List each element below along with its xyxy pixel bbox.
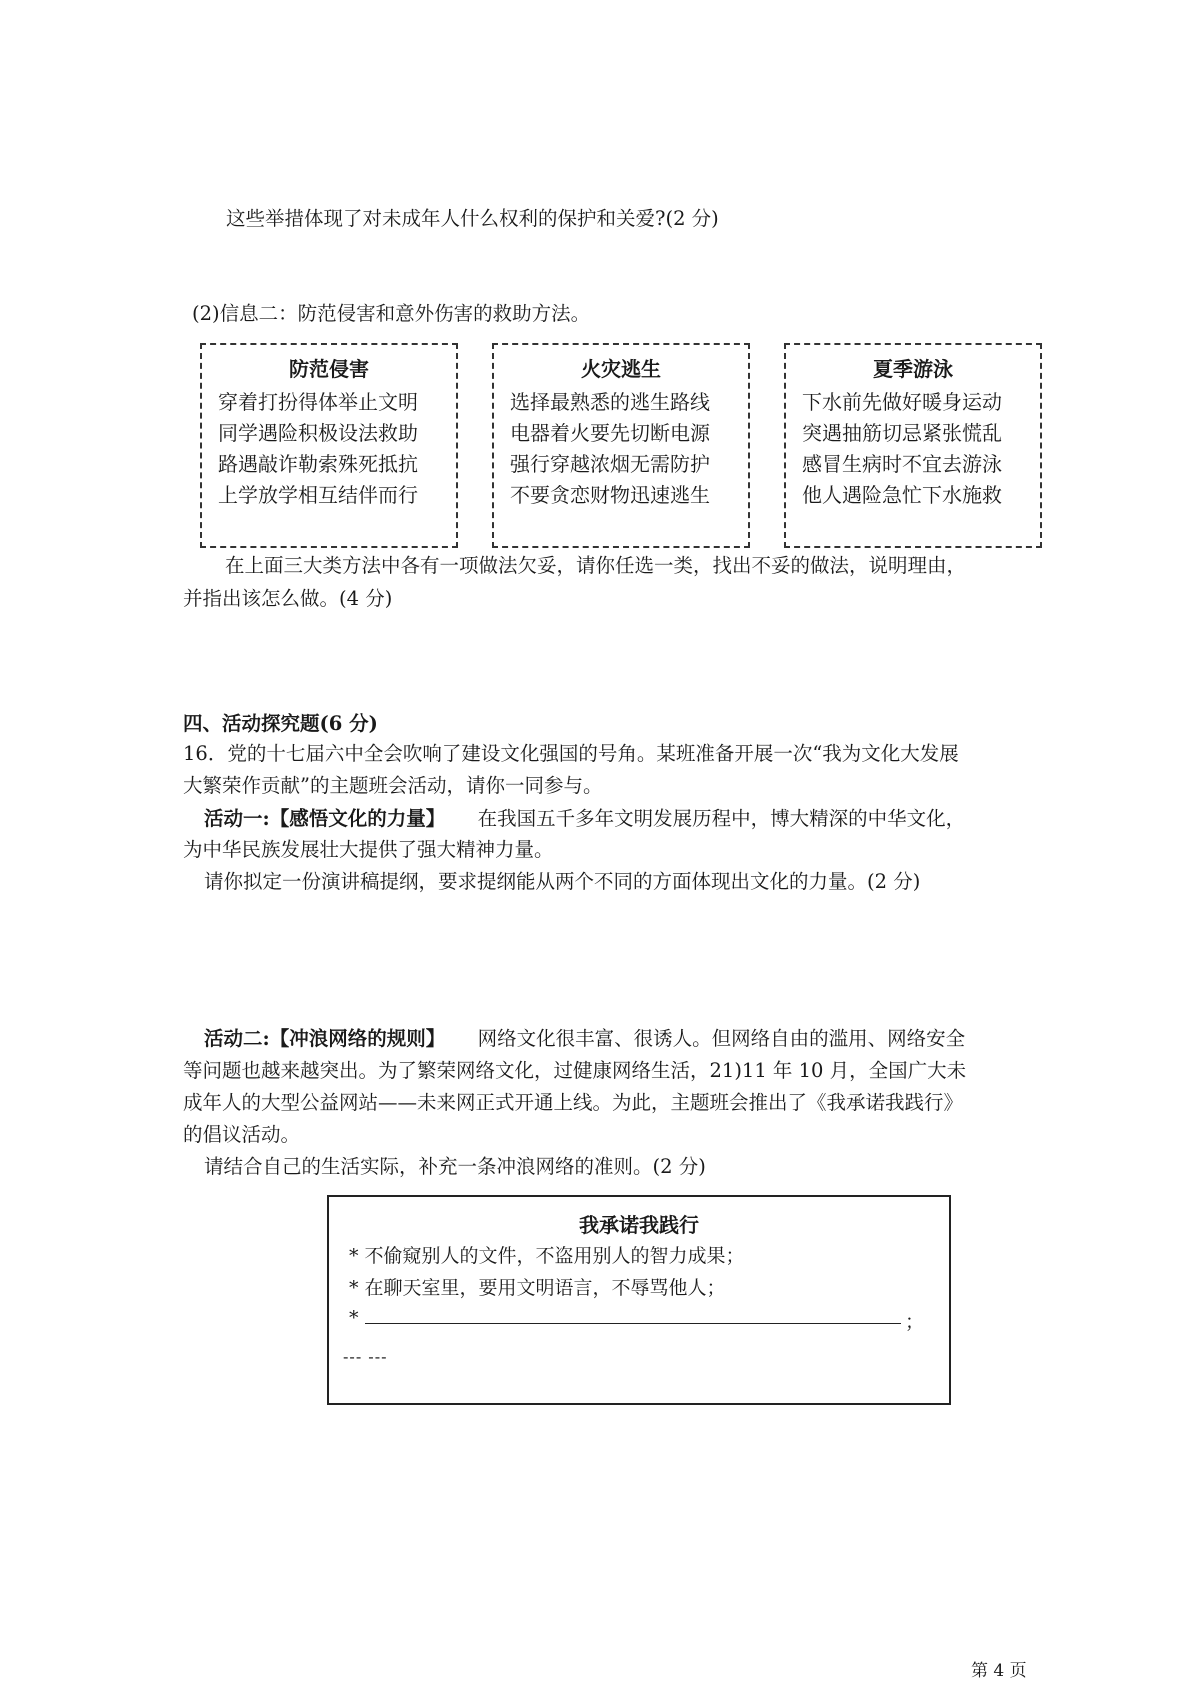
info-two-heading: (2)信息二：防范侵害和意外伤害的救助方法。 (192, 302, 591, 325)
box-line: 感冒生病时不宜去游泳 (802, 452, 1002, 476)
box-line: 下水前先做好暖身运动 (802, 390, 1002, 414)
box-title: 夏季游泳 (873, 357, 953, 381)
pledge-item: * 不偷窥别人的文件，不盗用别人的智力成果； (349, 1245, 745, 1267)
box-line: 电器着火要先切断电源 (510, 421, 710, 445)
question-methods-line1: 在上面三大类方法中各有一项做法欠妥，请你任选一类，找出不妥的做法，说明理由， (225, 554, 967, 577)
box-line: 他人遇险急忙下水施救 (802, 483, 1002, 507)
box-title: 火灾逃生 (581, 357, 661, 381)
pledge-box (327, 1195, 951, 1405)
pledge-ellipsis: --- --- (343, 1347, 388, 1366)
activity-two-line3: 成年人的大型公益网站——未来网正式开通上线。为此，主题班会推出了《我承诺我践行》 (183, 1091, 964, 1114)
box-line: 不要贪恋财物迅速逃生 (510, 483, 710, 507)
section-four-heading: 四、活动探究题(6 分) (183, 712, 378, 735)
q16-line1: 16．党的十七届六中全会吹响了建设文化强国的号角。某班准备开展一次“我为文化大发展 (183, 742, 959, 765)
activity-two-task: 请结合自己的生活实际，补充一条冲浪网络的准则。(2 分) (204, 1155, 706, 1178)
activity-one-task: 请你拟定一份演讲稿提纲，要求提纲能从两个不同的方面体现出文化的力量。(2 分) (204, 870, 921, 893)
page-number: 第 4 页 (971, 1661, 1027, 1681)
pledge-blank-line[interactable] (365, 1323, 901, 1324)
activity-one-line2: 为中华民族发展壮大提供了强大精神力量。 (183, 838, 554, 861)
activity-two-label: 活动二:【冲浪网络的规则】 (204, 1027, 446, 1050)
box-title: 防范侵害 (289, 357, 369, 381)
box-prevent-harm (200, 343, 458, 548)
box-fire-escape (492, 343, 750, 548)
pledge-item-prefix: * (349, 1307, 359, 1329)
pledge-item-suffix: ； (905, 1311, 925, 1333)
box-line: 上学放学相互结伴而行 (218, 483, 418, 507)
box-line: 路遇敲诈勒索殊死抵抗 (218, 452, 418, 476)
activity-two-line2: 等问题也越来越突出。为了繁荣网络文化，过健康网络生活，21)11 年 10 月，全国广大未 (183, 1059, 967, 1082)
box-summer-swim (784, 343, 1042, 548)
pledge-title: 我承诺我践行 (579, 1213, 699, 1237)
activity-two-line1 (204, 1023, 965, 1051)
activity-one-text: 在我国五千多年文明发展历程中，博大精深的中华文化， (477, 807, 966, 830)
activity-two-text: 网络文化很丰富、很诱人。但网络自由的滥用、网络安全 (477, 1027, 966, 1050)
question-rights: 这些举措体现了对未成年人什么权利的保护和关爱?(2 分) (226, 207, 719, 230)
box-line: 突遇抽筋切忌紧张慌乱 (802, 421, 1002, 445)
box-line: 强行穿越浓烟无需防护 (510, 452, 710, 476)
activity-one-line1 (204, 803, 965, 831)
activity-two-line4: 的倡议活动。 (183, 1123, 301, 1146)
activity-one-label: 活动一:【感悟文化的力量】 (204, 807, 446, 830)
box-line: 同学遇险积极设法救助 (218, 421, 418, 445)
question-methods-line2: 并指出该怎么做。(4 分) (183, 587, 393, 610)
box-line: 穿着打扮得体举止文明 (218, 390, 418, 414)
q16-line2: 大繁荣作贡献”的主题班会活动，请你一同参与。 (183, 774, 603, 797)
pledge-item: * 在聊天室里，要用文明语言，不辱骂他人； (349, 1277, 726, 1299)
box-line: 选择最熟悉的逃生路线 (510, 390, 710, 414)
